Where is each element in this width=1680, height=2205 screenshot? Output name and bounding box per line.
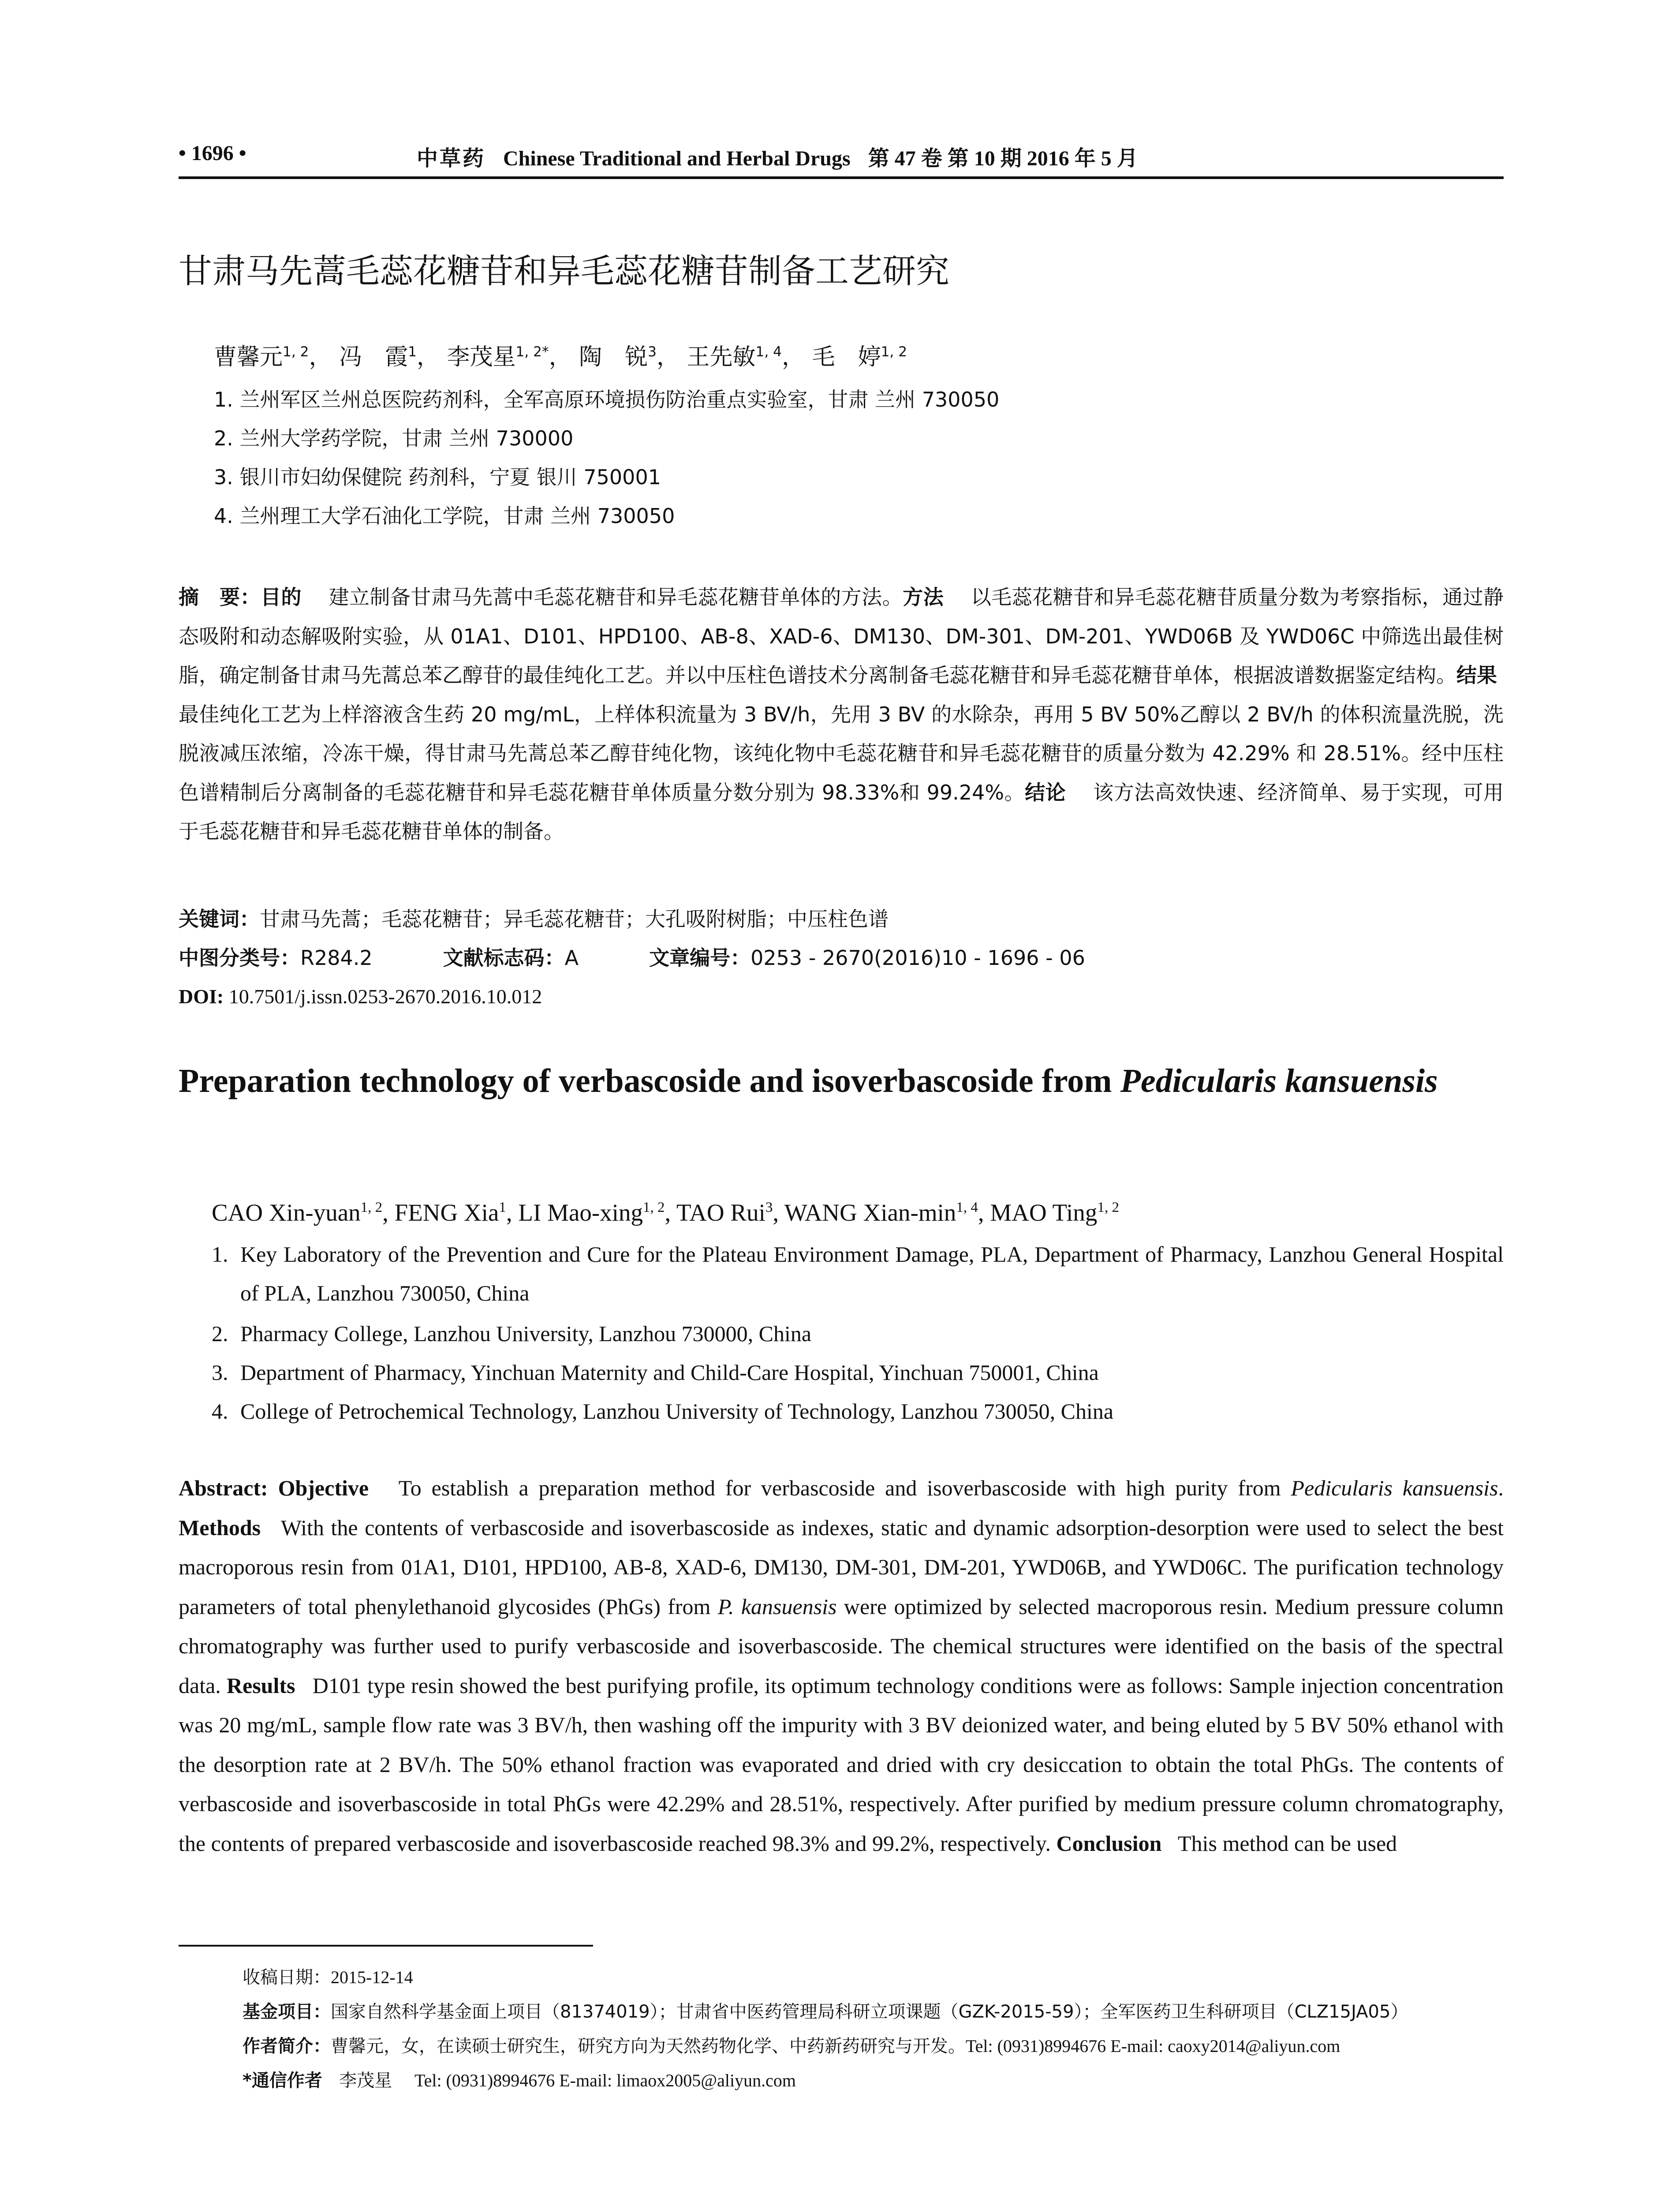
doc-code-value: A xyxy=(564,946,579,970)
en-author: LI Mao-xing$^{1, 2}$ xyxy=(518,1199,665,1226)
footnote-funding: 基金项目：国家自然科学基金面上项目（81374019）；甘肃省中医药管理局科研立项课题（GZK-2015-59）；全军医药卫生科研项目（CLZ15JA05） xyxy=(243,2002,1408,2022)
doi-label: DOI: xyxy=(179,985,224,1008)
doc-code-label: 文献标志码： xyxy=(443,946,565,970)
en-objective-species: Pedicularis kansuensis xyxy=(1291,1476,1498,1500)
doi xyxy=(179,977,1504,1016)
footnote-divider xyxy=(179,1945,593,1947)
en-methods-species: P. kansuensis xyxy=(717,1594,837,1619)
cn-author: 冯 霞$^1$ xyxy=(339,344,417,370)
en-conclusion-text: This method can be used xyxy=(1178,1831,1397,1856)
en-title xyxy=(179,1056,1504,1106)
cn-objective-label: 目的 xyxy=(260,585,302,609)
keywords xyxy=(179,900,1504,938)
en-results-label: Results xyxy=(226,1673,295,1698)
running-header xyxy=(179,141,1504,176)
en-abstract: Abstract: Objective To establish a preparation method for verbascoside and isoverbascoside with high purity from Pedicularis kansuensis. Methods With the contents of verbascoside and isoverbascoside as indexes, static and dynamic adsorption-desorption were used to select the best macroporous resin from 01A1, D101, HPD100, AB-8, XAD-6, DM130, DM-301, DM-201, YWD06B, and YWD06C. The purification technology parameters of total phenylethanoid glycosides (PhGs) from P. kansuensis were optimized by selected macroporous resin. Medium pressure column chromatography was further used to purify verbascoside and isoverbascoside. The chemical structures were identified on the basis of the spectral data. Results D101 type resin showed the best purifying profile, its optimum technology conditions were as follows: Sample injection concentration was 20 mg/mL, sample flow rate was 3 BV/h, then washing off the impurity with 3 BV deionized water, and being eluted by 5 BV 50% ethanol with the desorption rate at 2 BV/h. The 50% ethanol fraction was evaporated and dried with cry desiccation to obtain the total PhGs. The contents of verbascoside and isoverbascoside in total PhGs were 42.29% and 28.51%, respectively. After purified by medium pressure column chromatography, the contents of prepared verbascoside and isoverbascoside reached 98.3% and 99.2%, respectively. Conclusion This method can be used xyxy=(179,1476,1504,1856)
en-objective-label: Objective xyxy=(278,1476,369,1500)
article-number-label: 文章编号： xyxy=(649,946,751,970)
en-author: TAO Rui$^3$ xyxy=(676,1199,773,1226)
journal-name: Chinese Traditional and Herbal Drugs xyxy=(503,147,851,170)
en-author: WANG Xian-$\min^{1, 4}$ xyxy=(784,1199,978,1226)
en-authors: CAO Xin-yuan$^{1, 2}$, FENG Xia$^1$, LI Mao-xing$^{1, 2}$, TAO Rui$^3$, WANG Xian-$\min^{1, 4}$, MAO Ting$^{1, 2}$ xyxy=(212,1199,1119,1226)
cn-objective-text: 建立制备甘肃马先蒿中毛蕊花糖苷和异毛蕊花糖苷单体的方法。 xyxy=(329,585,903,609)
cn-author: 曹馨元$^{1, 2}$ xyxy=(214,344,309,370)
en-author: CAO Xin-yuan$^{1, 2}$ xyxy=(212,1199,383,1226)
cn-conclusion-text: 该方法高效快速、经济简单、易于实现，可用于毛蕊花糖苷和异毛蕊花糖苷单体的制备。 xyxy=(179,780,1504,843)
cn-affiliation: 3. 银川市妇幼保健院 药剂科，宁夏 银川 750001 xyxy=(214,465,661,489)
en-methods-label: Methods xyxy=(179,1515,261,1540)
clc-value: R284.2 xyxy=(300,946,373,970)
en-affiliation: 4. College of Petrochemical Technology, Lanzhou University of Technology, Lanzhou 730050, China xyxy=(212,1399,1114,1424)
en-author: FENG Xia$^1$ xyxy=(394,1199,506,1226)
en-results-text: D101 type resin showed the best purifying profile, its optimum technology conditions were as follows: Sample injection concentration was 20 mg/mL, sample flow rate was 3 BV/h, then washing off the impurity with 3 BV deionized water, and being eluted by 5 BV 50% ethanol with the desorption rate at 2 BV/h. The 50% ethanol fraction was evaporated and dried with cry desiccation to obtain the total PhGs. The contents of verbascoside and isoverbascoside in total PhGs were 42.29% and 28.51%, respectively. After purified by medium pressure column chromatography, the contents of prepared verbascoside and isoverbascoside reached 98.3% and 99.2%, respectively. xyxy=(179,1673,1504,1856)
cn-results-label: 结果 xyxy=(1456,663,1497,687)
cn-methods-label: 方法 xyxy=(903,585,944,609)
keywords-value: 甘肃马先蒿；毛蕊花糖苷；异毛蕊花糖苷；大孔吸附树脂；中压柱色谱 xyxy=(260,907,889,931)
clc-label: 中图分类号： xyxy=(179,946,300,970)
cn-abstract xyxy=(179,578,1504,851)
en-methods-text: With the contents of verbascoside and isoverbascoside as indexes, static and dynamic adsorption-desorption were used to select the best macroporous resin from 01A1, D101, HPD100, AB-8, XAD-6, DM130, DM-301, DM-201, YWD06B, and YWD06C. The purification technology parameters of total phenylethanoid glycosides (PhGs) from xyxy=(179,1515,1504,1619)
cn-results-text: 最佳纯化工艺为上样溶液含生药 20 mg/mL，上样体积流量为 3 BV/h，先用 3 BV 的水除杂，再用 5 BV 50%乙醇以 2 BV/h 的体积流量洗脱，洗脱液减压浓缩，冷冻干燥，得甘肃马先蒿总苯乙醇苷纯化物，该纯化物中毛蕊花糖苷和异毛蕊花糖苷的质量分数为 42.29% 和 28.51%。经中压柱色谱精制后分离制备的毛蕊花糖苷和异毛蕊花糖苷单体质量分数分别为 98.33%和 99.24%。 xyxy=(179,702,1504,804)
en-title-species: Pedicularis kansuensis xyxy=(1120,1062,1438,1099)
en-conclusion-label: Conclusion xyxy=(1056,1831,1162,1856)
cn-author: 王先敏$^{1, 4}$ xyxy=(687,344,782,370)
doi-value: 10.7501/j.issn.0253-2670.2016.10.012 xyxy=(228,985,542,1008)
page-number: • 1696 • xyxy=(179,142,246,165)
cn-affiliation: 1. 兰州军区兰州总医院药剂科，全军高原环境损伤防治重点实验室，甘肃 兰州 730050 xyxy=(214,388,1000,411)
classification xyxy=(179,938,1504,977)
cn-affiliation: 2. 兰州大学药学院，甘肃 兰州 730000 xyxy=(214,426,574,450)
article-number-value: 0253 - 2670(2016)10 - 1696 - 06 xyxy=(750,946,1085,970)
journal-issue: 第 47 卷 第 10 期 2016 年 5 月 xyxy=(868,147,1138,170)
cn-title: 甘肃马先蒿毛蕊花糖苷和异毛蕊花糖苷制备工艺研究 xyxy=(179,251,949,291)
en-affiliation: 2. Pharmacy College, Lanzhou University, Lanzhou 730000, China xyxy=(212,1321,812,1346)
cn-affiliation: 4. 兰州理工大学石油化工学院，甘肃 兰州 730050 xyxy=(214,504,675,528)
cn-author: 毛 婷$^{1, 2}$ xyxy=(812,344,907,370)
footnote-author: 作者简介：曹馨元，女，在读硕士研究生，研究方向为天然药物化学、中药新药研究与开发。Tel: (0931)8994676 E-mail: caoxy2014@aliyun.com xyxy=(243,2036,1340,2056)
cn-methods-text: 以毛蕊花糖苷和异毛蕊花糖苷质量分数为考察指标，通过静态吸附和动态解吸附实验，从 01A1、D101、HPD100、AB-8、XAD-6、DM130、DM-301、DM-201、YWD06B 及 YWD06C 中筛选出最佳树脂，确定制备甘肃马先蒿总苯乙醇苷的最佳纯化工艺。并以中压柱色谱技术分离制备毛蕊花糖苷和异毛蕊花糖苷单体，根据波谱数据鉴定结构。 xyxy=(179,585,1504,687)
cn-authors: 曹馨元$^{1, 2}$， 冯 霞$^1$， 李茂星$^{1, 2*}$， 陶 锐$^3$， 王先敏$^{1, 4}$， 毛 婷$^{1, 2}$ xyxy=(214,344,907,370)
en-affiliation: 1. Key Laboratory of the Prevention and Cure for the Plateau Environment Damage, PLA, Department of Pharmacy, Lanzhou General Hospital of PLA, Lanzhou 730050, China xyxy=(212,1242,1504,1305)
cn-abstract-label: 摘 要： xyxy=(179,585,261,609)
en-objective-text: To establish a preparation method for verbascoside and isoverbascoside with high purity from xyxy=(398,1476,1291,1500)
cn-conclusion-label: 结论 xyxy=(1025,780,1066,804)
journal-logo: 中草药 xyxy=(417,146,486,171)
en-affiliation: 3. Department of Pharmacy, Yinchuan Maternity and Child-Care Hospital, Yinchuan 750001, China xyxy=(212,1360,1099,1385)
header-divider xyxy=(179,176,1504,179)
en-abstract-label: Abstract: xyxy=(179,1476,268,1500)
journal-header xyxy=(417,141,1138,172)
footnote-received: 收稿日期：2015-12-14 xyxy=(243,1967,413,1988)
cn-author: 陶 锐$^3$ xyxy=(579,344,657,370)
en-title-main: Preparation technology of verbascoside and isoverbascoside from xyxy=(179,1062,1120,1099)
en-author: MAO Ting$^{1, 2}$ xyxy=(990,1199,1119,1226)
keywords-label: 关键词： xyxy=(179,907,260,931)
footnote-corresponding: *通信作者 李茂星 Tel: (0931)8994676 E-mail: limaox2005@aliyun.com xyxy=(243,2070,796,2091)
cn-author: 李茂星$^{1, 2*}$ xyxy=(447,344,549,370)
